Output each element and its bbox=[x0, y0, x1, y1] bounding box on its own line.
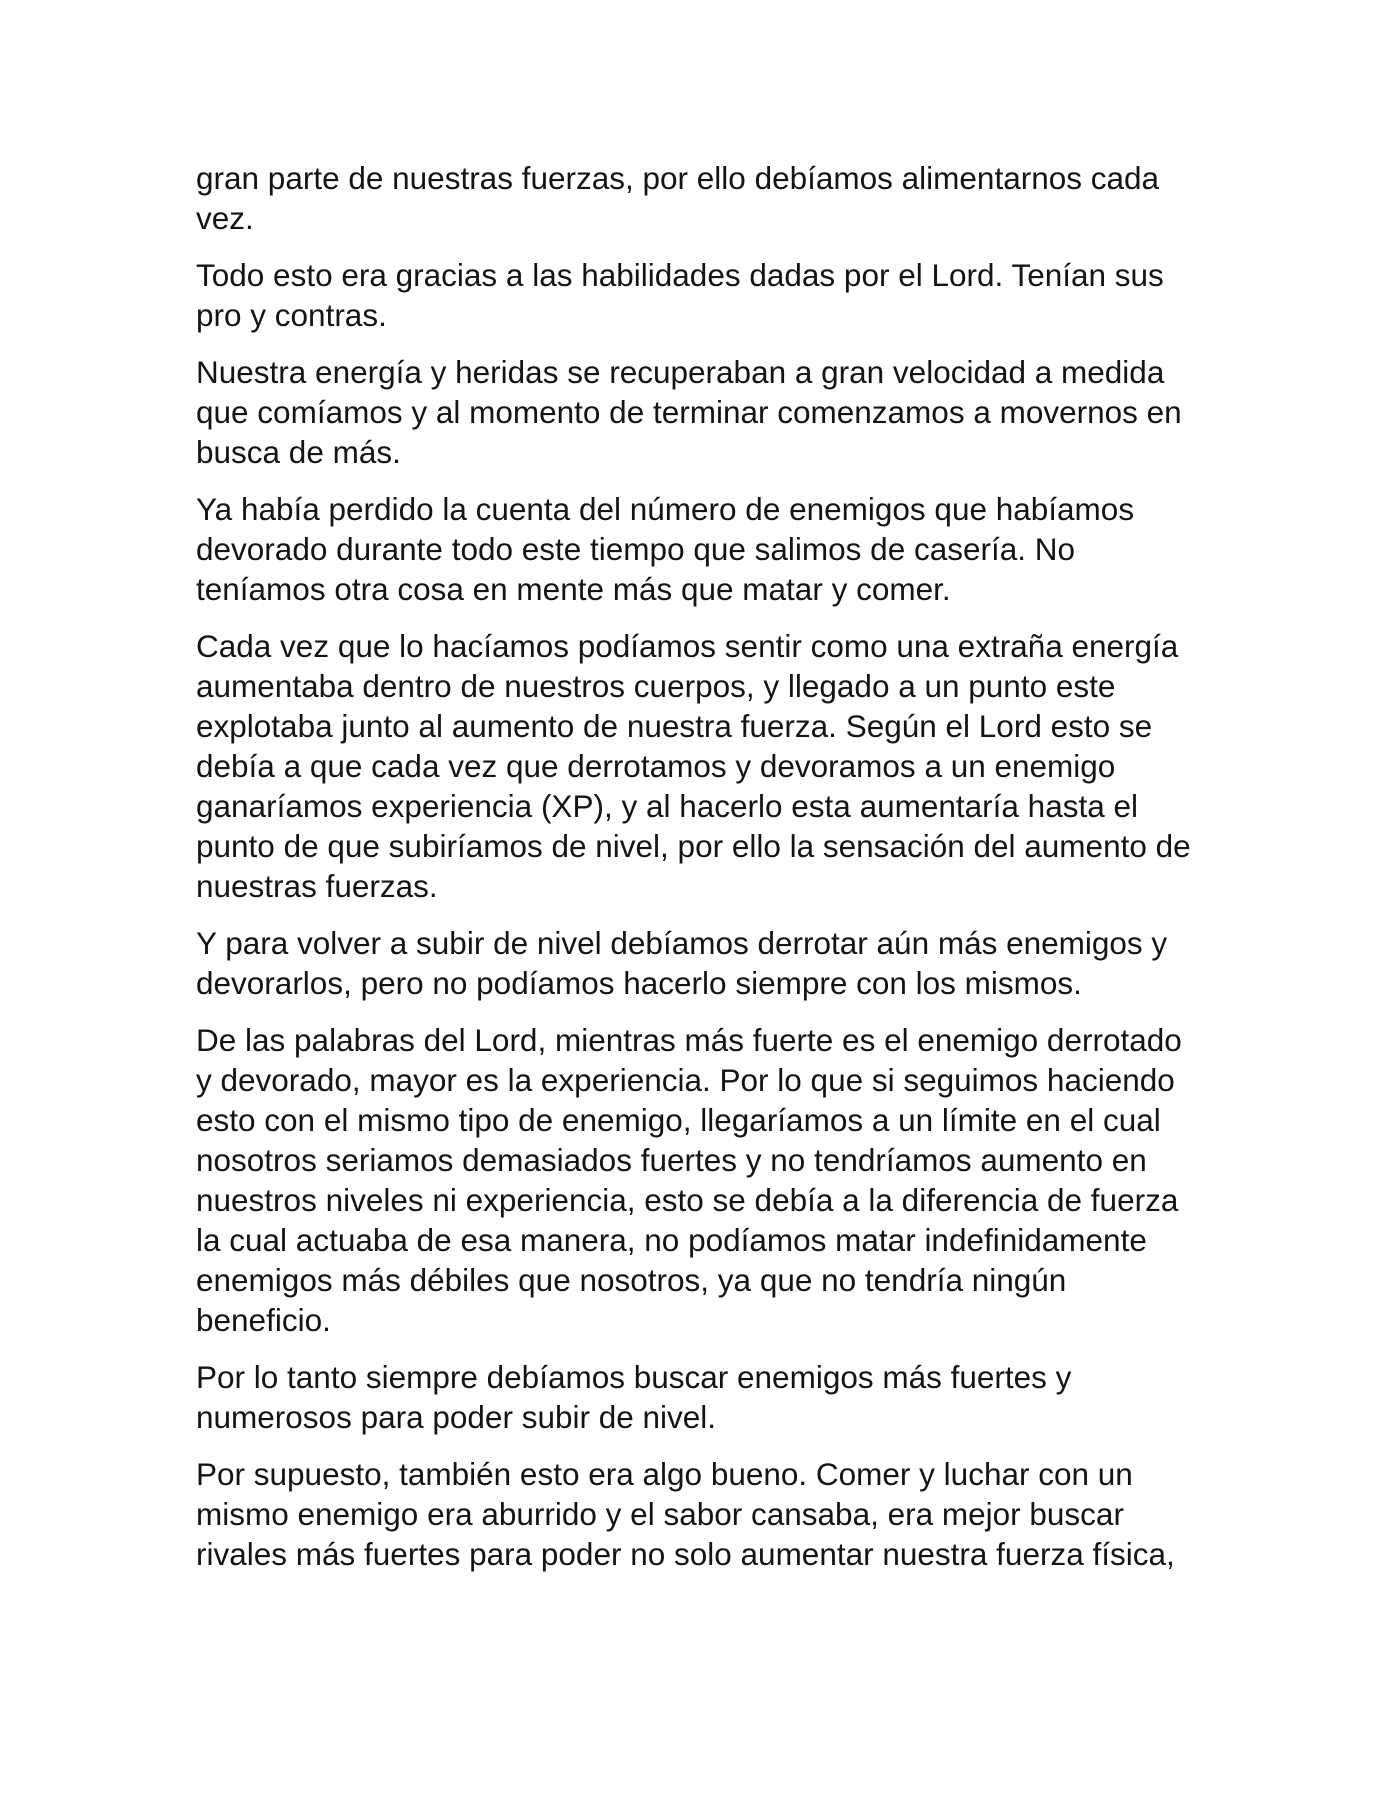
paragraph: Todo esto era gracias a las habilidades dadas por el Lord. Tenían sus pro y contras. bbox=[196, 257, 1164, 333]
paragraph: Cada vez que lo hacíamos podíamos sentir como una extraña energía aumentaba dentro de nuestros cuerpos, y llegado a un punto este explotaba junto al aumento de nuestra fuerza. Según el Lord esto se debía a que cada vez que derrotamos y devoramos a un enemigo ganaríamos experiencia (XP), y al hacerlo esta aumentaría hasta el punto de que subiríamos de nivel, por ello la sensación del aumento de nuestras fuerzas. bbox=[196, 628, 1191, 904]
paragraph: Por supuesto, también esto era algo bueno. Comer y luchar con un mismo enemigo era aburrido y el sabor cansaba, era mejor buscar rivales más fuertes para poder no solo aumentar nuestra fuerza física, bbox=[196, 1456, 1175, 1572]
paragraph: De las palabras del Lord, mientras más fuerte es el enemigo derrotado y devorado, mayor es la experiencia. Por lo que si seguimos haciendo esto con el mismo tipo de enemigo, llegaríamos a un límite en el cual nosotros seriamos demasiados fuertes y no tendríamos aumento en nuestros niveles ni experiencia, esto se debía a la diferencia de fuerza la cual actuaba de esa manera, no podíamos matar indefinidamente enemigos más débiles que nosotros, ya que no tendría ningún beneficio. bbox=[196, 1022, 1182, 1338]
paragraph: Por lo tanto siempre debíamos buscar enemigos más fuertes y numerosos para poder subir de nivel. bbox=[196, 1359, 1072, 1435]
document-body bbox=[196, 158, 1206, 1591]
paragraph: Ya había perdido la cuenta del número de enemigos que habíamos devorado durante todo este tiempo que salimos de casería. No teníamos otra cosa en mente más que matar y comer. bbox=[196, 491, 1135, 607]
paragraph: Nuestra energía y heridas se recuperaban a gran velocidad a medida que comíamos y al momento de terminar comenzamos a movernos en busca de más. bbox=[196, 354, 1182, 470]
paragraph: Y para volver a subir de nivel debíamos derrotar aún más enemigos y devorarlos, pero no podíamos hacerlo siempre con los mismos. bbox=[196, 925, 1168, 1001]
paragraph: gran parte de nuestras fuerzas, por ello debíamos alimentarnos cada vez. bbox=[196, 160, 1160, 236]
